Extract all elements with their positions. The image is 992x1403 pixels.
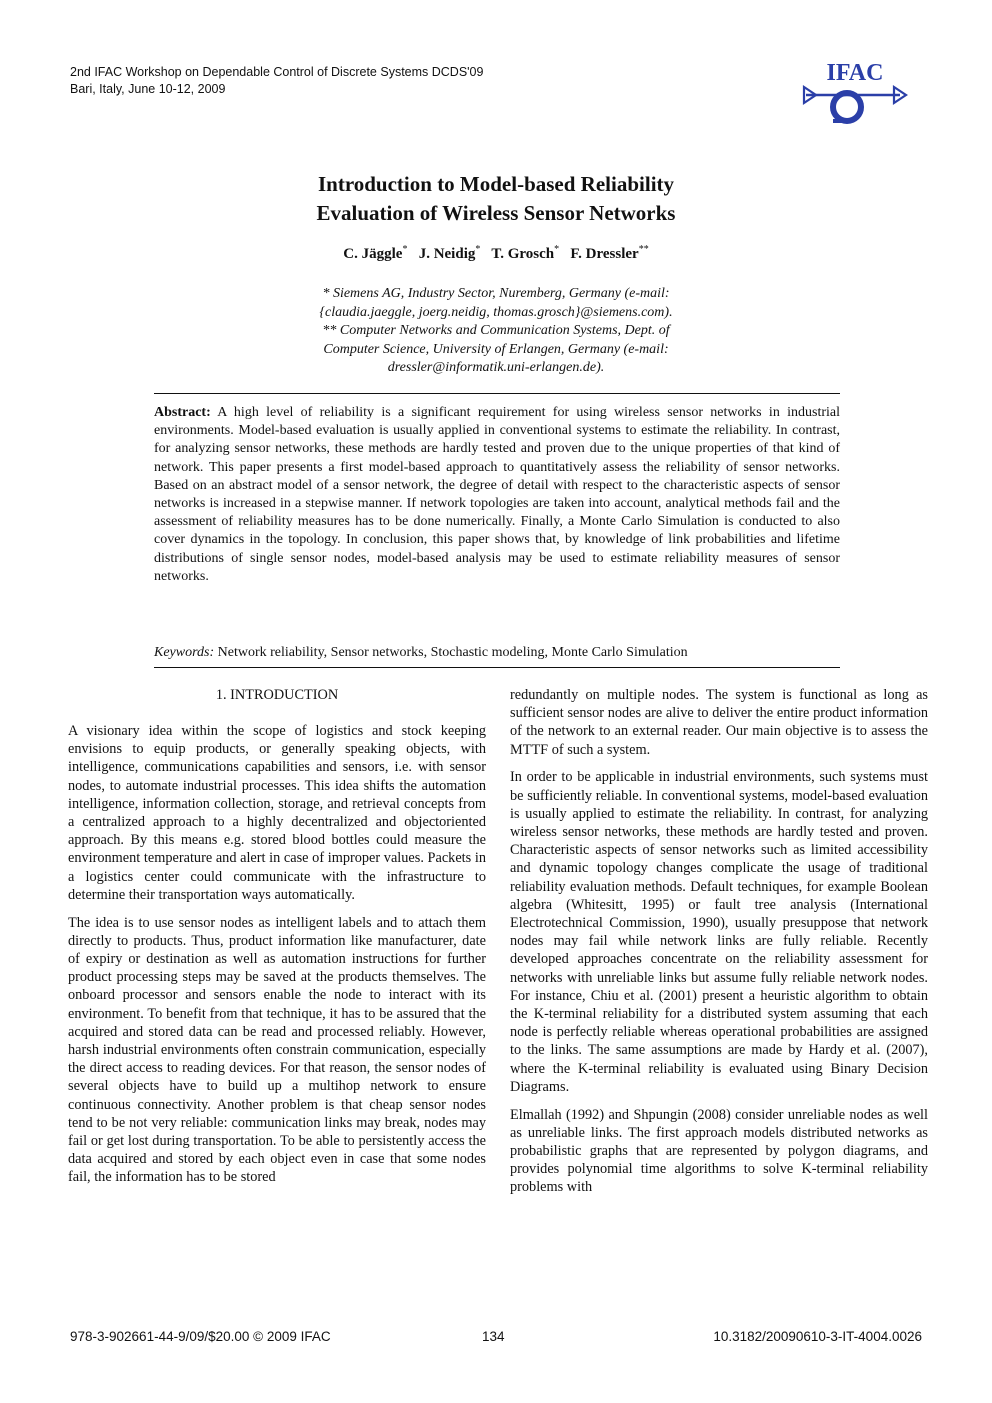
section-heading: 1. INTRODUCTION: [215, 687, 339, 703]
author-name: T. Grosch: [491, 246, 555, 262]
paragraph: In order to be applicable in industrial environments, such systems must be sufficiently reliable. In conventional systems, model-based evaluation is usually applied to estimate the reliability. In contrast, for analyzing wireless sensor networks, these methods are hardly tested and proven. Characteristic aspects of sensor networks such as limited accessibility and dynamic topology changes complicate the usage of traditional reliability evaluation methods. Default techniques, for example Boolean algebra (Whitesitt, 1995) or fault tree analysis (International Electrotechnical Commission, 1990), usually presuppose that network nodes may fail while network links are fully reliable. Recently developed approaches concentrate on the reliability assessment for networks with unreliable links but assume fully reliable network nodes. For instance, Chiu et al. (2001) present a heuristic algorithm to obtain the K-terminal reliability for a distributed system assuming that each node is perfectly reliable whereas operational probabilities are assigned to the links. The same assumptions are made by Hardy et al. (2007), where the K-terminal reliability is evaluated using Binary Decision Diagrams.: [510, 769, 928, 1095]
paragraph: redundantly on multiple nodes. The system is functional as long as sufficient sensor nodes are alive to deliver the entire product information of the network to an external reader. Our main objective is to assess the MTTF of such a system.: [510, 687, 928, 758]
abstract-top-rule: [154, 393, 840, 394]
affiliation-line: * Siemens AG, Industry Sector, Nuremberg, Germany (e-mail:: [322, 286, 670, 301]
keywords-text: Network reliability, Sensor networks, Stochastic modeling, Monte Carlo Simulation: [217, 645, 688, 660]
title-line-2: Evaluation of Wireless Sensor Networks: [316, 201, 676, 225]
paragraph: Elmallah (1992) and Shpungin (2008) consider unreliable nodes as well as unreliable links. The first approach models distributed networks as probabilistic graphs that are represented by polygon diagrams, and provides polynomial time algorithms to solve K-terminal reliability problems with: [510, 1106, 928, 1196]
author-name: F. Dressler: [570, 246, 639, 262]
affiliation-line: {claudia.jaeggle, joerg.neidig, thomas.grosch}@siemens.com).: [319, 304, 673, 320]
paragraph: A visionary idea within the scope of logistics and stock keeping envisions to equip products, or generally speaking objects, with intelligence, communications capabilities and sensors, i.e. with sensor nodes, to automate industrial processes. This idea shifts the automation intelligence, information collection, storage, and retrieval concepts from a centralized approach to a highly decentralized and objectoriented approach. By this means e.g. stored blood bottles could measure the environment temperature and alert in case of improper values. Packets in a logistics center could communicate with the infrastructure to determine their transportation ways automatically.: [68, 723, 486, 903]
keywords: [154, 644, 840, 662]
affiliation-line: dressler@informatik.uni-erlangen.de).: [387, 360, 605, 376]
conference-location-date: Bari, Italy, June 10-12, 2009: [70, 82, 226, 96]
conference-name: 2nd IFAC Workshop on Dependable Control of Discrete Systems DCDS'09: [70, 65, 484, 79]
right-column: [510, 686, 928, 1206]
left-column: [68, 722, 486, 1196]
author-affiliation-mark: *: [402, 244, 408, 255]
doi: 10.3182/20090610-3-IT-4004.0026: [713, 1329, 922, 1344]
abstract: [154, 404, 840, 586]
author-name: C. Jäggle: [343, 246, 403, 262]
paragraph: The idea is to use sensor nodes as intelligent labels and to attach them directly to products. Thus, product information like manufacturer, date of expiry or destination as well as automation instructions for further product processing steps may be saved at the products themselves. The onboard processor and sensors enable the node to interact with its environment. To benefit from that technique, it has to be assured that the acquired and stored data can be read and processed reliably. However, harsh industrial environments often constrain communication, especially the direct access to reading devices. For that reason, the sensor nodes of several objects have to build up a multihop network to ensure continuous connectivity. Another problem is that cheap sensor nodes tend to be not very reliable: communication links may break, nodes may fail or get lost during transportation. To be able to persistently access the data acquired and stored by each object even in case that some nodes fail, the information has to be stored: [68, 914, 486, 1186]
conference-info: [70, 64, 483, 98]
author-affiliation-mark: *: [475, 244, 481, 255]
author-list: [150, 244, 842, 263]
ifac-logo: [800, 58, 910, 130]
title-line-1: Introduction to Model-based Reliability: [317, 172, 675, 196]
abstract-label: Abstract:: [154, 405, 211, 420]
author-affiliation-mark: **: [638, 244, 649, 255]
page-number: 134: [482, 1329, 505, 1344]
abstract-text: A high level of reliability is a significant requirement for using wireless sensor networks in industrial environments. Model-based evaluation is usually applied in conventional systems to estimate the reliability. In contrast, for analyzing sensor networks, these methods are hardly tested and proven due to the unique properties of that kind of network. This paper presents a first model-based approach to quantitatively assess the reliability of sensor networks. Based on an abstract model of a sensor network, the degree of detail with respect to the characteristic aspects of sensor networks is increased in a stepwise manner. If network topologies are taken into account, analytical methods fail and the assessment of reliability measures has to be done numerically. Finally, a Monte Carlo Simulation is conducted to also cover dynamics in the topology. In conclusion, this paper shows that, by knowledge of link probabilities and lifetime distributions of single sensor nodes, model-based analysis may be used to estimate reliability measures of sensor networks.: [154, 405, 840, 584]
affiliation-line: ** Computer Networks and Communication Systems, Dept. of: [322, 323, 670, 339]
paper-title: [150, 170, 842, 228]
affiliation-line: Computer Science, University of Erlangen, Germany (e-mail:: [323, 341, 669, 357]
author-name: J. Neidig: [418, 246, 476, 262]
author-affiliation-mark: *: [554, 244, 560, 255]
isbn-copyright: 978-3-902661-44-9/09/$20.00 © 2009 IFAC: [70, 1329, 331, 1344]
ifac-logo-text: IFAC: [826, 60, 884, 86]
keywords-label: Keywords:: [154, 645, 215, 660]
affiliations: [150, 285, 842, 378]
abstract-bottom-rule: [154, 667, 840, 668]
